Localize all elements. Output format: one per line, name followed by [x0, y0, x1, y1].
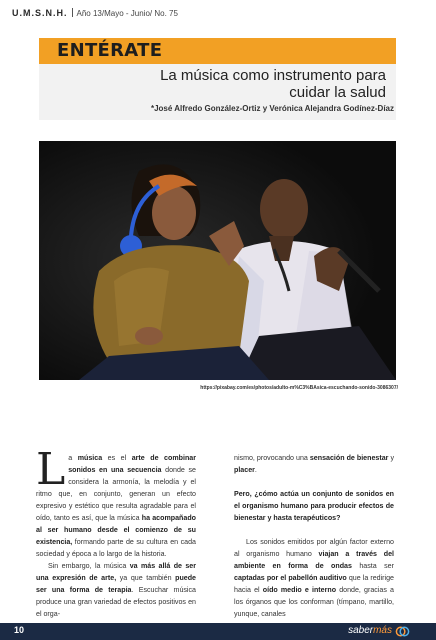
article-photo [39, 141, 396, 380]
paragraph: Los sonidos emitidos por algún factor externo al organismo humano viajan a través del ambiente en forma de ondas hasta ser captadas por el pabellón auditivo que la redirige hacia el oído medio e interno donde, gracias a los órganos que los conforman (tímpano, martillo, yunque, canales [234, 538, 395, 618]
article-headline: La música como instrumento para cuidar la salud [160, 67, 386, 101]
paragraph: La música es el arte de combinar sonidos en una secuencia donde se considera la armonía, la melodía y el ritmo que, en conjunto, generan un efecto expresivo y estético que resulta agradable para el oído, tanto es así, que la música ha acompañado al ser humano desde el comienzo de su existencia, formando parte de su cultura en cada sociedad y época a lo largo de la historia. [36, 444, 196, 558]
article-column-left [36, 444, 196, 620]
article-byline: *José Alfredo González-Ortiz y Verónica Alejandra Godínez-Díaz [150, 104, 394, 113]
section-question: Pero, ¿cómo actúa un conjunto de sonidos en el organismo humano para producir efectos de bienestar y hasta terapéuticos? [234, 490, 394, 522]
paragraph: Sin embargo, la música va más allá de ser una expresión de arte, ya que también puede ser una forma de terapia. Escuchar música produce una gran variedad de efectos positivos en el orga- [36, 562, 196, 618]
page-number: 10 [14, 625, 25, 635]
paragraph: nismo, provocando una sensación de bienestar y placer. [234, 454, 394, 474]
running-header [12, 8, 178, 18]
header-divider [72, 8, 73, 17]
publisher-name: U.M.S.N.H. [12, 8, 68, 18]
photo-caption: https://pixabay.com/es/photos/adulto-m%C3%BAsica-escuchando-sonido-3086307/ [200, 385, 398, 391]
section-banner [39, 38, 396, 64]
page-footer [0, 623, 436, 640]
logo-rings-icon [395, 624, 410, 639]
photo-illustration [39, 141, 396, 380]
issue-info: Año 13/Mayo - Junio/ No. 75 [76, 9, 178, 18]
article-column-right [234, 452, 394, 620]
magazine-logo: sabermás [348, 625, 392, 636]
section-title: ENTÉRATE [57, 40, 163, 61]
drop-cap: L [36, 444, 66, 495]
man-head [260, 179, 308, 239]
